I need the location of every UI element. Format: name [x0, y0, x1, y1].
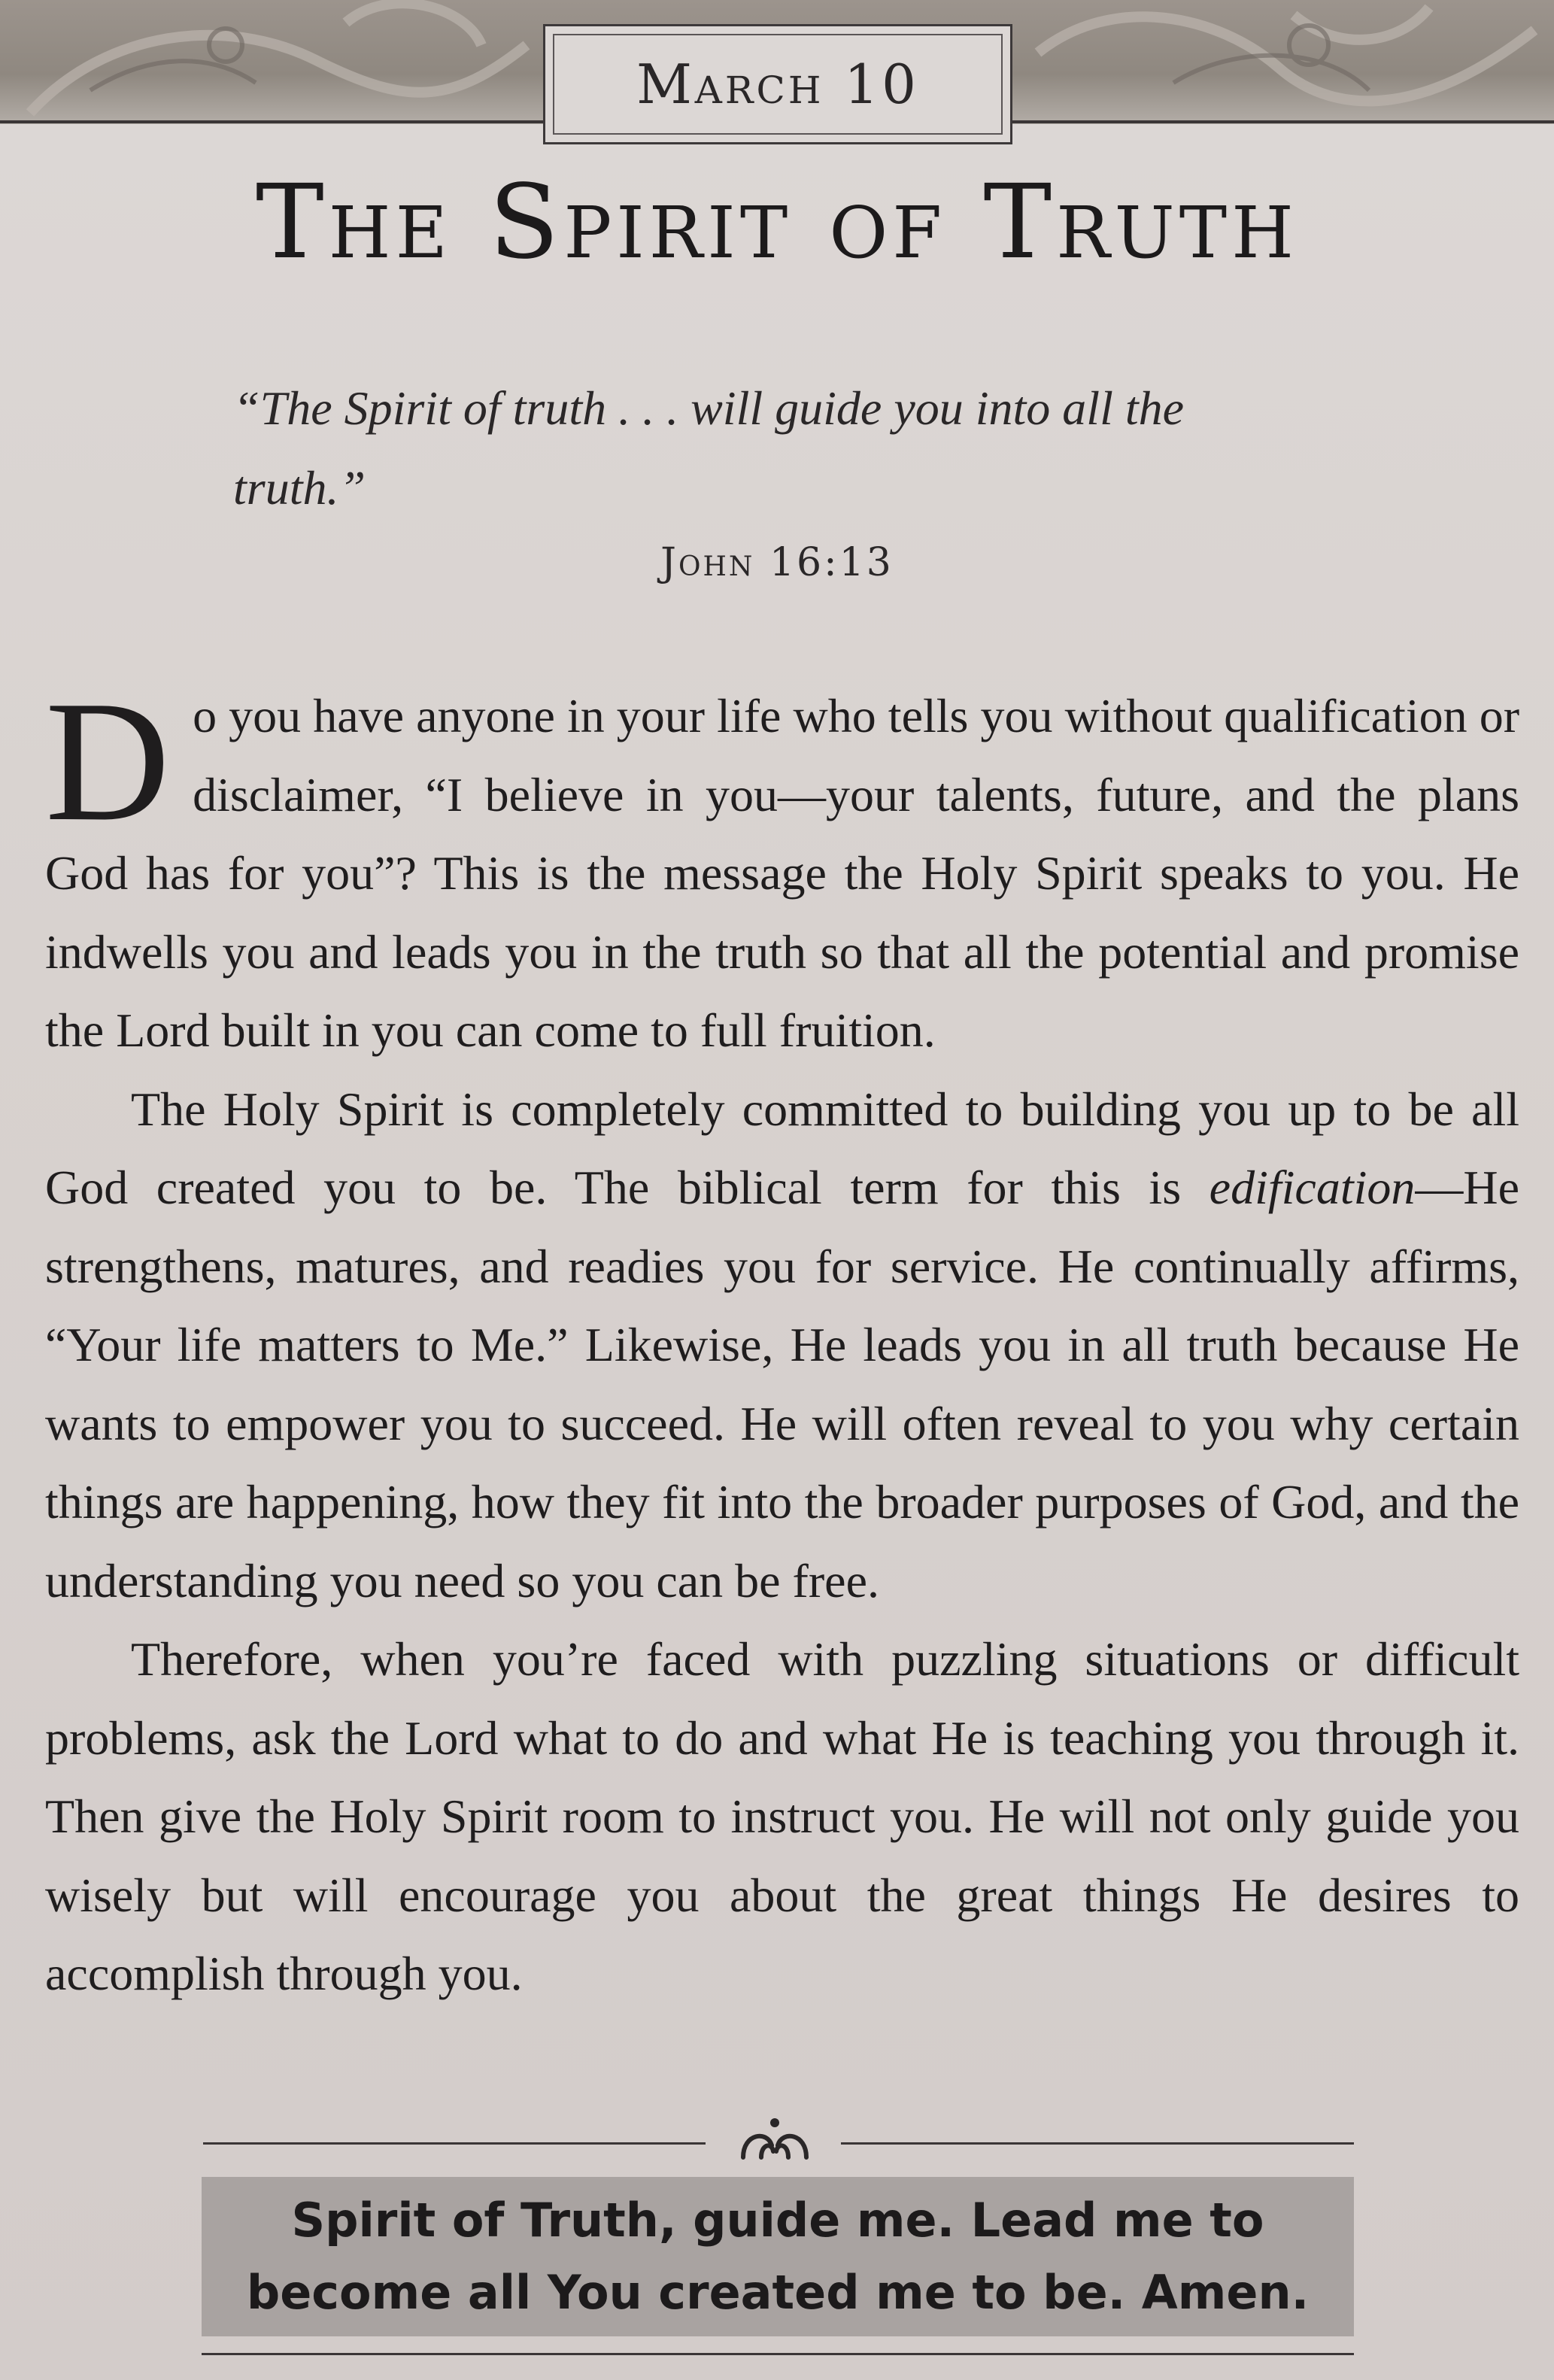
paragraph-3: Therefore, when you’re faced with puzzling situations or difficult problems, ask the Lord what to do and what He is teaching you through it. Then give the Holy Spirit room to instruct you. He will not only guide you wisely but will encourage you about the great things He desires to accomplish through you.	[45, 1632, 1519, 2000]
paragraph-1	[45, 665, 1519, 1070]
devotional-body	[45, 665, 1519, 2014]
date-box-inner	[553, 34, 1003, 135]
scripture-verse: “The Spirit of truth . . . will guide you into all the truth.”	[233, 381, 1185, 515]
paragraph-2	[45, 1070, 1519, 1621]
prayer-text	[247, 2184, 1309, 2329]
paragraph-2-text-after: —He strengthens, matures, and readies you for service. He continually affirms, “Your life matters to Me.” Likewise, He leads you in all truth because He wants to empower you to succeed. He will often reveal to you why certain things are happening, how they fit into the broader purposes of God, and the understanding you need so you can be free.	[45, 1161, 1519, 1607]
divider-line-right	[841, 2142, 1354, 2145]
prayer-line-2: become all You created me to be. Amen.	[246, 2265, 1310, 2320]
divider-line-left	[203, 2142, 706, 2145]
page-title: The Spirit of Truth	[256, 163, 1298, 282]
ornament-divider	[203, 2111, 1354, 2171]
drop-cap: D	[45, 665, 171, 857]
prayer-line-1: Spirit of Truth, guide me. Lead me to	[291, 2193, 1264, 2248]
bottom-rule	[202, 2353, 1354, 2355]
prayer-box	[202, 2177, 1354, 2336]
date-box	[543, 24, 1012, 144]
paragraph-2-emphasis: edification	[1209, 1161, 1416, 1214]
fleuron-ornament-icon	[730, 2111, 820, 2171]
scripture-reference: John 16:13	[660, 540, 894, 585]
date-label: March 10	[636, 53, 919, 116]
paragraph-2-text-before: The Holy Spirit is completely committed to building you up to be all God created you to be. The biblical term for this is	[45, 1082, 1519, 1214]
paragraph-1-text: o you have anyone in your life who tells you without qualification or disclaimer, “I believe in you—your talents, future, and the plans God has for you”? This is the message the Holy Spirit speaks to you. He indwells you and leads you in the truth so that all the potential and promise the Lord built in you can come to full fruition.	[45, 689, 1519, 1057]
